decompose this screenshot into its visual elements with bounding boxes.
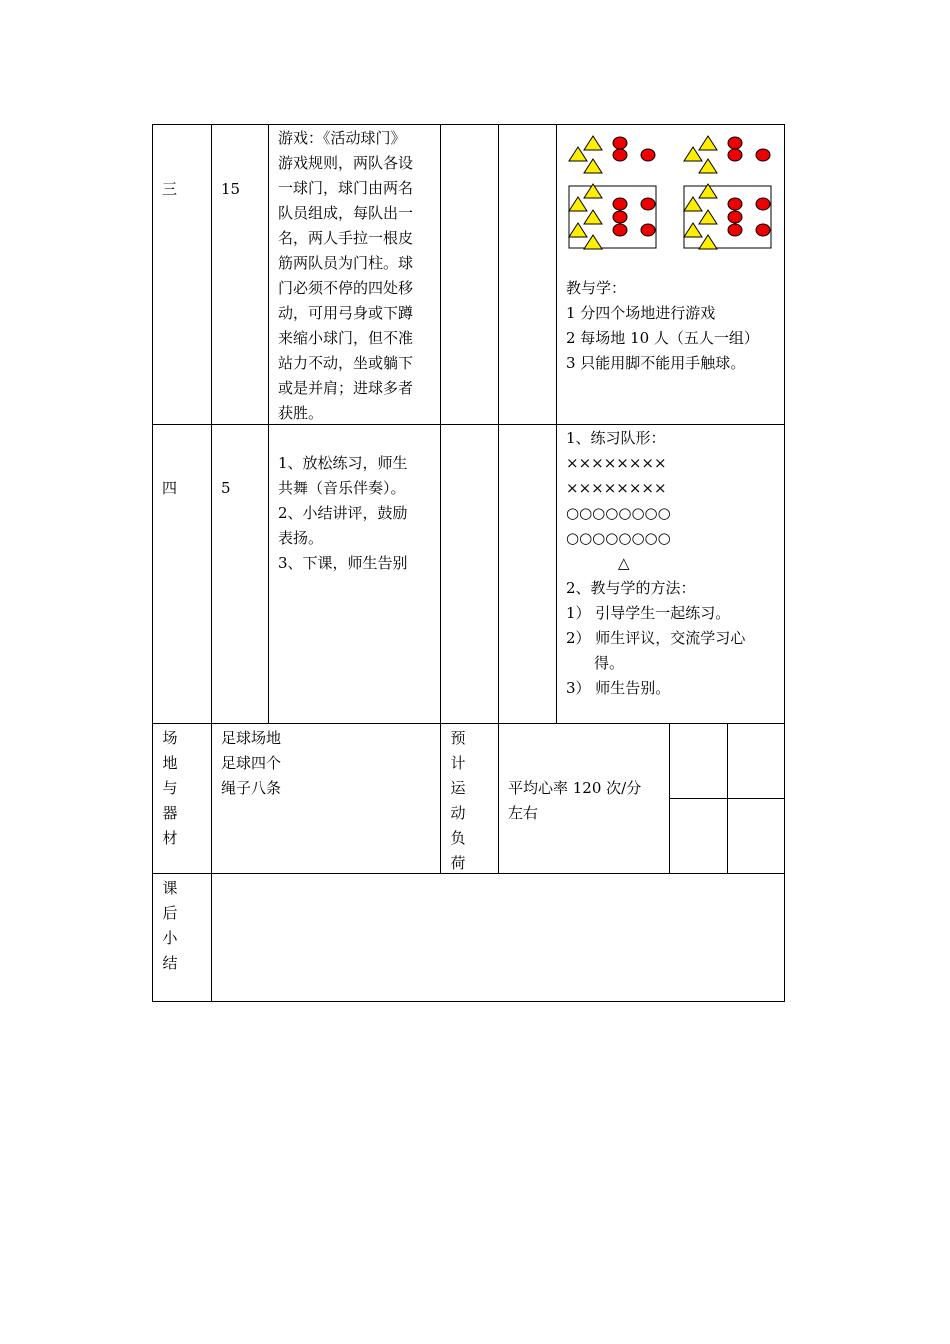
col-divider-2 [268, 124, 269, 724]
content-line: 站力不动，坐或躺下 [278, 354, 414, 372]
section-label: 三 [162, 180, 178, 198]
label-char: 材 [162, 829, 178, 847]
method-line: 2、教与学的方法： [566, 579, 696, 597]
table-border-bottom [152, 1001, 785, 1002]
equipment-item: 足球场地 [221, 729, 282, 747]
heart-rate-text: 平均心率 120 次/分 [508, 779, 642, 797]
formation-row-o: ○○○○○○○○ [566, 504, 671, 522]
summary-content[interactable] [212, 874, 784, 1001]
method-line: 1） 引导学生一起练习。 [566, 604, 731, 622]
right-field-players [684, 184, 770, 249]
minutes-value: 15 [221, 180, 241, 198]
section-label: 四 [162, 479, 178, 497]
method-line: 得。 [594, 654, 625, 672]
col-divider-4 [498, 124, 499, 874]
content-line: 共舞（音乐伴奏）。 [278, 479, 406, 497]
method-line: 1、练习队形： [566, 429, 666, 447]
formation-row-x: ×××××××× [566, 479, 667, 497]
label-char: 场 [162, 729, 178, 747]
method-line: 3） 师生告别。 [566, 679, 671, 697]
table-border-left [152, 124, 153, 1002]
content-line: 2、小结讲评，鼓励 [278, 504, 408, 522]
label-char: 运 [450, 779, 466, 797]
label-char: 课 [162, 879, 178, 897]
method-line: 3 只能用脚不能用手触球。 [566, 354, 746, 372]
minutes-value: 5 [221, 479, 231, 497]
label-char: 荷 [450, 854, 466, 872]
content-line: 游戏规则，两队各设 [278, 154, 414, 172]
right-top-group [684, 136, 770, 173]
left-field-players [569, 184, 655, 249]
content-line: 名，两人手拉一根皮 [278, 229, 414, 247]
method-line: 1 分四个场地进行游戏 [566, 304, 716, 322]
formation-row-x: ×××××××× [566, 454, 667, 472]
label-char: 器 [162, 804, 178, 822]
row-divider-1 [152, 424, 785, 425]
label-char: 计 [450, 754, 466, 772]
content-line: 表扬。 [278, 529, 324, 547]
label-char: 小 [162, 929, 178, 947]
teacher-triangle: △ [618, 554, 630, 572]
label-char: 地 [162, 754, 178, 772]
col-divider-7 [727, 723, 728, 874]
method-line: 2 每场地 10 人（五人一组） [566, 329, 759, 347]
table-border-top [152, 124, 785, 125]
content-line: 门必须不停的四处移 [278, 279, 414, 297]
left-top-group [569, 136, 655, 173]
label-char: 后 [162, 904, 178, 922]
content-line: 获胜。 [278, 404, 324, 422]
label-char: 结 [162, 954, 178, 972]
content-line: 游戏：《活动球门》 [278, 129, 406, 147]
method-title: 教与学： [566, 279, 627, 297]
method-line: 2） 师生评议，交流学习心 [566, 629, 746, 647]
content-line: 筋两队员为门柱。球 [278, 254, 414, 272]
content-line: 3、下课，师生告别 [278, 554, 408, 572]
equipment-item: 足球四个 [221, 754, 282, 772]
content-line: 一球门，球门由两名 [278, 179, 414, 197]
game-field-diagram [557, 128, 787, 253]
col-divider-1 [211, 124, 212, 1002]
content-line: 动，可用弓身或下蹲 [278, 304, 414, 322]
content-line: 或是并肩；进球多者 [278, 379, 414, 397]
row-divider-2 [152, 723, 785, 724]
formation-row-o: ○○○○○○○○ [566, 529, 671, 547]
content-line: 来缩小球门，但不准 [278, 329, 414, 347]
equipment-item: 绳子八条 [221, 779, 282, 797]
table-border-right [784, 124, 785, 1002]
content-line: 队员组成，每队出一 [278, 204, 414, 222]
content-line: 1、放松练习，师生 [278, 454, 408, 472]
col-divider-6 [669, 723, 670, 874]
col-divider-3 [440, 124, 441, 874]
heart-rate-text: 左右 [508, 804, 539, 822]
label-char: 动 [450, 804, 466, 822]
label-char: 负 [450, 829, 466, 847]
label-char: 预 [450, 729, 466, 747]
label-char: 与 [162, 779, 178, 797]
